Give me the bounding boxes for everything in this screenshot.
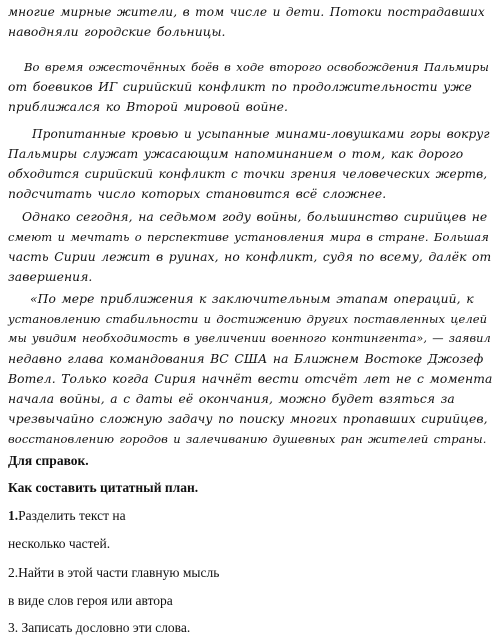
reference-step-1-continued: несколько частей. [8, 536, 111, 551]
paragraph-2 [8, 57, 492, 117]
reference-step-1 [8, 508, 492, 524]
paragraph-line: наводняли городские больницы. [8, 25, 226, 39]
paragraph-line: приближался ко Второй мировой войне. [8, 100, 289, 114]
reference-step-3: 3. Записать дословно эти слова. [8, 620, 191, 635]
paragraph-1 [8, 2, 492, 42]
reference-step-2-continued: в виде слов героя или автора [8, 593, 173, 608]
step-1-text: Разделить текст на [18, 508, 126, 523]
paragraph-5 [8, 289, 492, 449]
reference-heading: Для справок. [8, 453, 89, 468]
paragraph-4 [8, 207, 492, 287]
paragraph-line: начала войны, а с даты её окончания, можно будет взяться за [8, 392, 455, 406]
paragraph-line: Во время ожесточённых боёв в ходе второго освобождения Пальмиры [24, 60, 489, 74]
paragraph-line: мы увидим необходимость в увеличении военного контингента», — заявил [8, 332, 491, 345]
paragraph-line: установлению стабильности и достижению других поставленных целей [8, 312, 488, 326]
paragraph-line: Однако сегодня, на седьмом году войны, большинство сирийцев не [22, 210, 488, 224]
paragraph-line: подсчитать число которых становится всё сложнее. [8, 187, 387, 201]
paragraph-line: чрезвычайно сложную задачу по поиску многих пропавших сирийцев, [8, 412, 488, 426]
paragraph-line: «По мере приближения к заключительным этапам операций, к [30, 292, 474, 306]
paragraph-line: завершения. [8, 270, 93, 284]
paragraph-line: Пропитанные кровью и усыпанные минами-ловушками горы вокруг [32, 127, 490, 141]
paragraph-line: от боевиков ИГ сирийский конфликт по продолжительности уже [8, 80, 472, 94]
paragraph-3 [8, 124, 492, 204]
paragraph-line: обходится сирийский конфликт с точки зрения человеческих жертв, [8, 167, 488, 181]
paragraph-line: Пальмиры служат ужасающим напоминанием о том, как дорого [8, 147, 464, 161]
paragraph-line: многие мирные жители, в том числе и дети. Потоки пострадавших [8, 5, 485, 19]
reference-subheading: Как составить цитатный план. [8, 480, 199, 495]
paragraph-line: восстановлению городов и залечиванию душевных ран жителей страны. [8, 432, 487, 446]
paragraph-line: недавно глава командования ВС США на Ближнем Востоке Джозеф [8, 352, 484, 366]
reference-step-2: 2.Найти в этой части главную мысль [8, 565, 220, 580]
paragraph-line: часть Сирии лежит в руинах, но конфликт, судя по всему, далёк от [8, 250, 492, 264]
step-1-number: 1. [8, 508, 19, 523]
paragraph-line: Вотел. Только когда Сирия начнёт вести отсчёт лет не с момента [8, 372, 493, 386]
paragraph-line: смеют и мечтать о перспективе установления мира в стране. Большая [8, 230, 489, 244]
